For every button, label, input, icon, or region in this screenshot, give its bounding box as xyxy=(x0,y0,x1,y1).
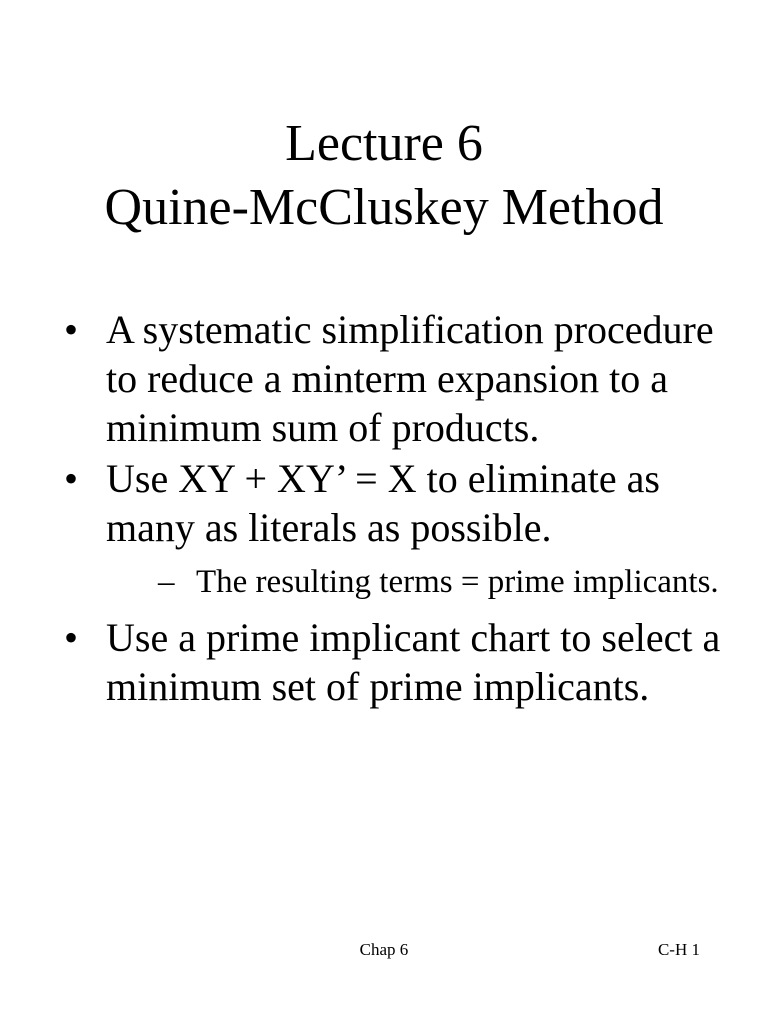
bullet-list xyxy=(62,305,722,713)
sub-bullet-text: The resulting terms = prime implicants. xyxy=(196,564,719,600)
bullet-marker: • xyxy=(64,307,79,352)
footer-chapter: Chap 6 xyxy=(359,940,409,959)
bullet-marker: • xyxy=(64,615,79,660)
footer-page-number: C-H 1 xyxy=(657,940,700,959)
bullet-text: Use XY + XY’ = X to eliminate as many as literals as possible. xyxy=(106,456,660,550)
bullet-text: A systematic simplification procedure to reduce a minterm expansion to a minimum sum of products. xyxy=(106,307,714,450)
bullet-text: Use a prime implicant chart to select a minimum set of prime implicants. xyxy=(106,615,721,709)
title-line-1: Lecture 6 xyxy=(285,115,483,172)
slide-title xyxy=(0,112,768,240)
sub-bullet-marker: – xyxy=(158,564,175,600)
bullet-marker: • xyxy=(64,456,79,501)
bullet-item xyxy=(62,454,722,603)
sub-bullet-item xyxy=(106,562,722,603)
title-line-2: Quine-McCluskey Method xyxy=(104,179,664,236)
bullet-item xyxy=(62,613,722,711)
bullet-item xyxy=(62,305,722,452)
sub-bullet-list xyxy=(106,562,722,603)
